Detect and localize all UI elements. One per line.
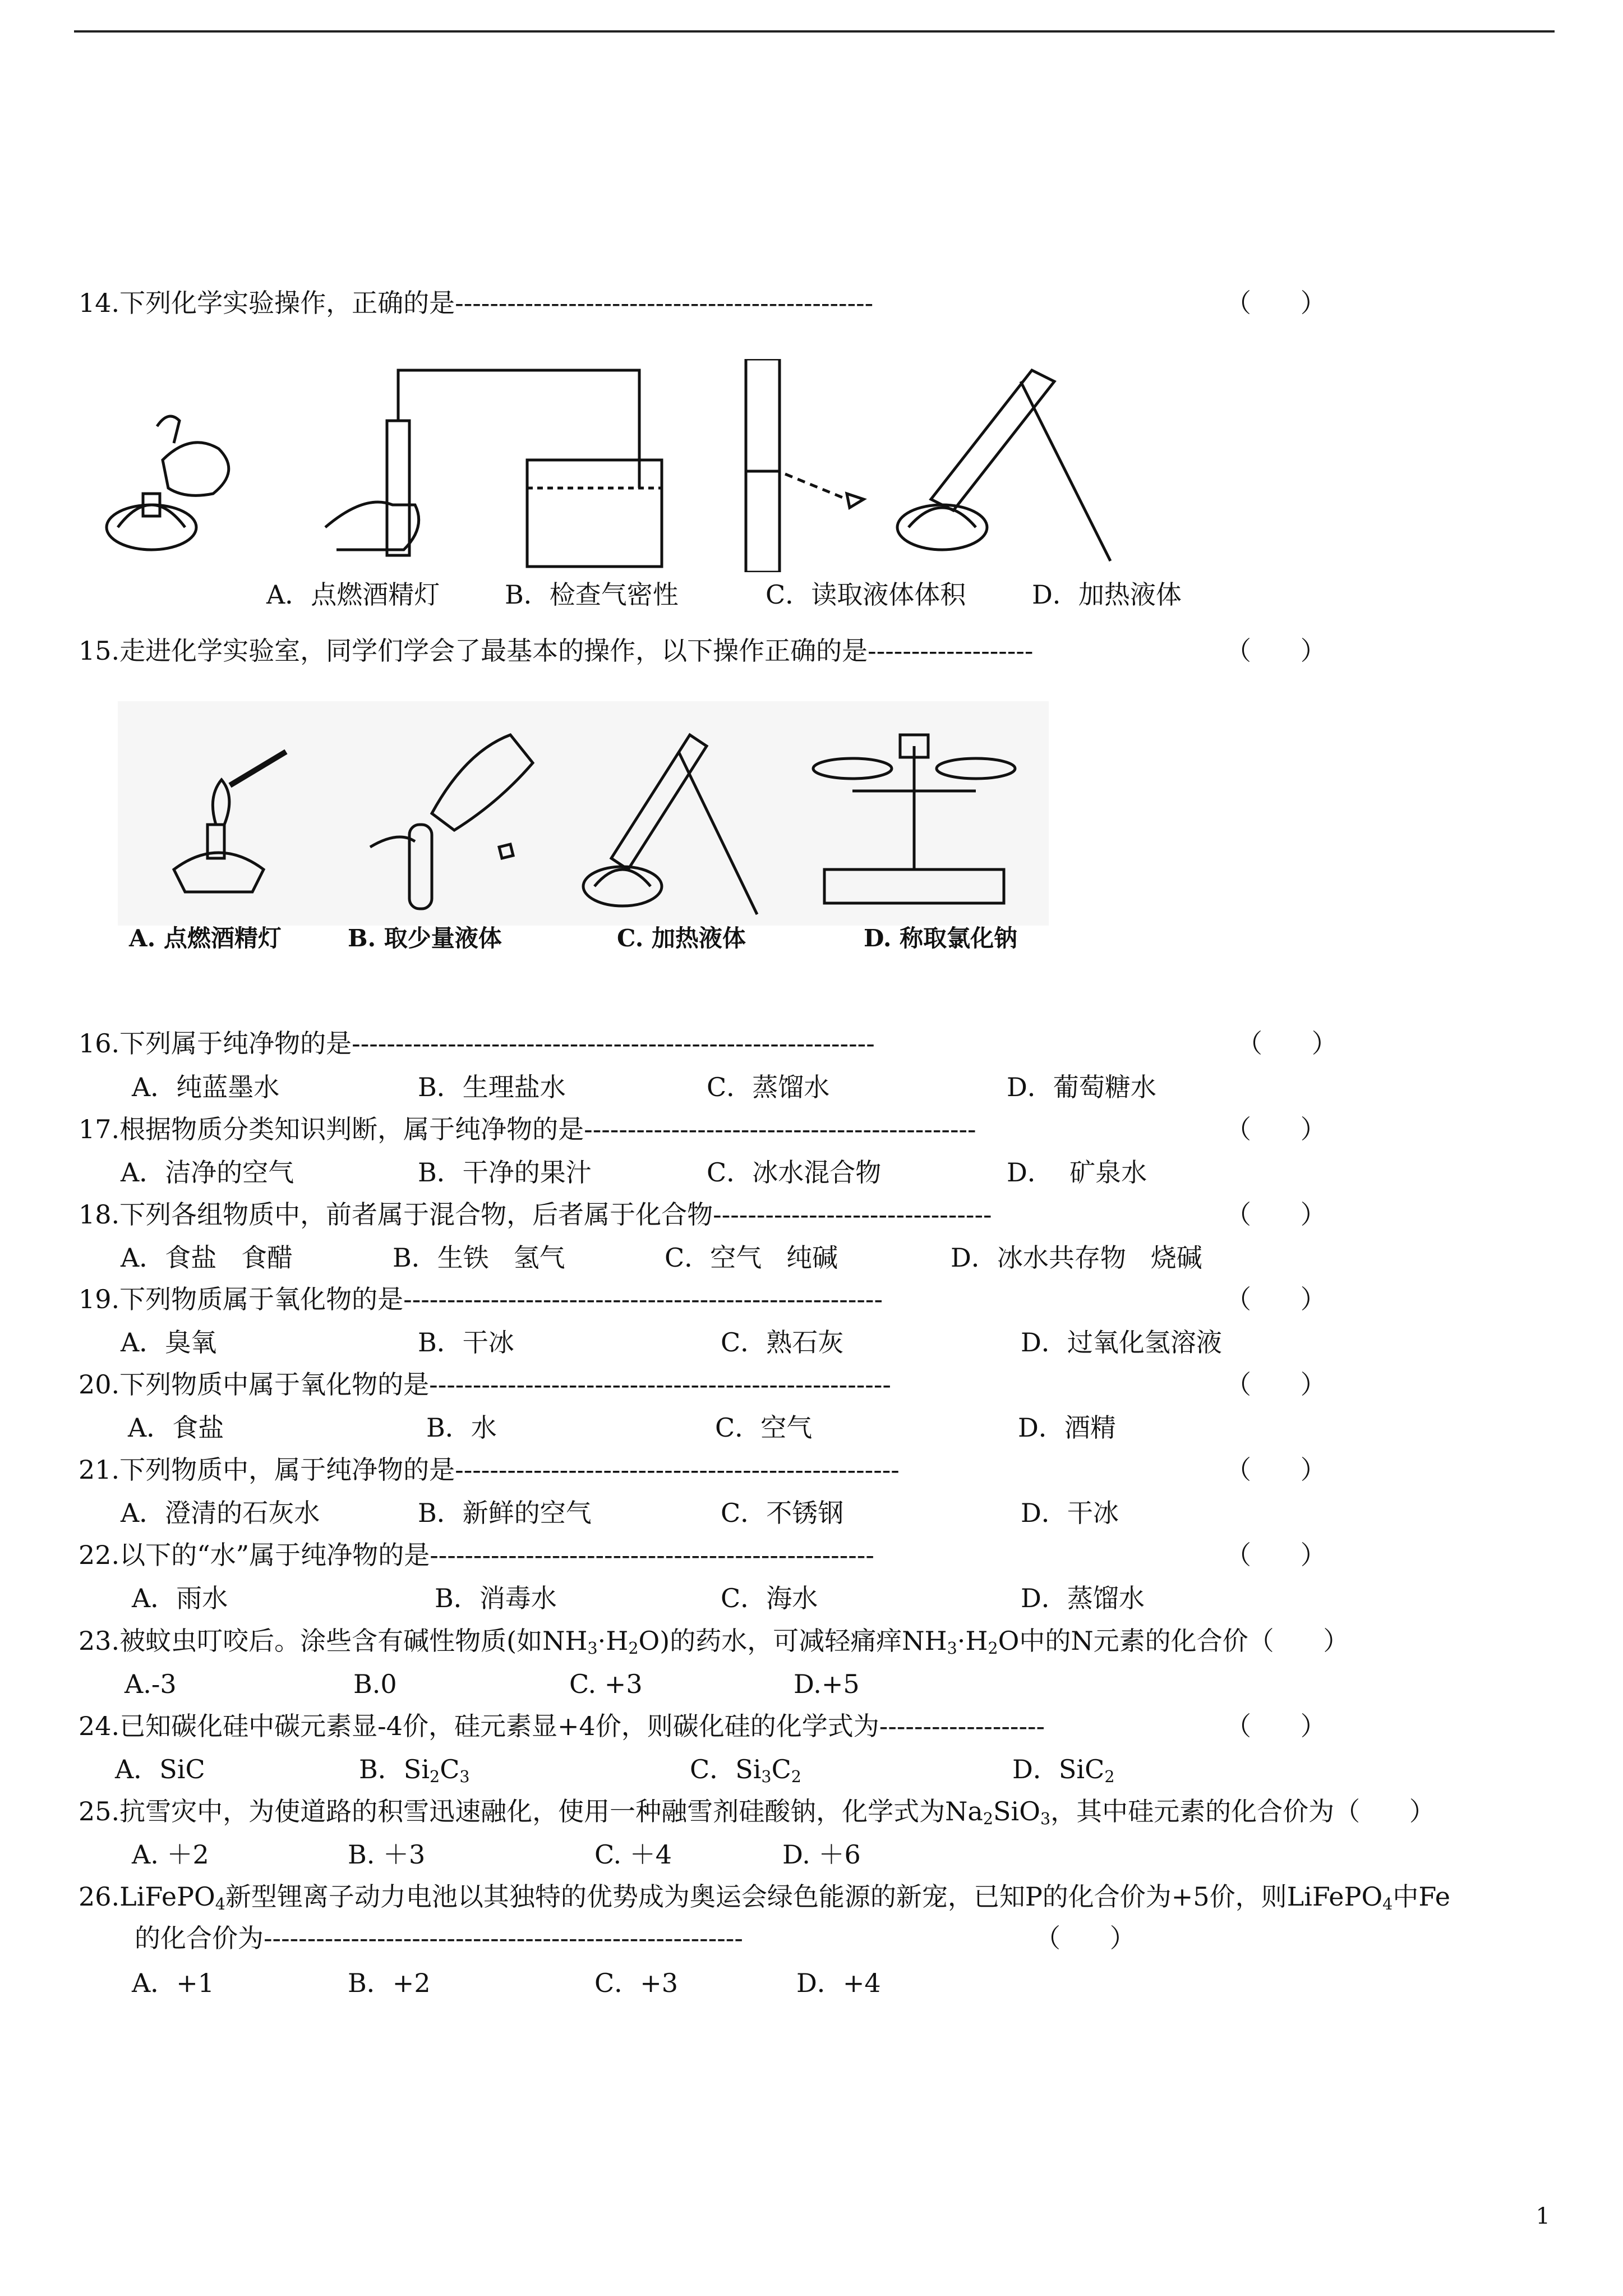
q20-option-c: C．空气 xyxy=(715,1412,813,1443)
q21-option-a: A．澄清的石灰水 xyxy=(121,1498,320,1528)
q26-answer-blank: （ ） xyxy=(1035,1923,1136,1953)
q17-answer-blank: （ ） xyxy=(1225,1114,1326,1144)
q25-option-a: A. ＋2 xyxy=(132,1839,209,1870)
q15-stem: 15.走进化学实验室，同学们学会了最基本的操作，以下操作正确的是------------------- xyxy=(79,636,1034,666)
q17-option-d: D． 矿泉水 xyxy=(1007,1157,1147,1188)
q24-option-c: C．$Si_3C_2$ xyxy=(690,1754,801,1787)
q21-stem: 21.下列物质中，属于纯净物的是--------------------------------------------------- xyxy=(79,1455,900,1485)
q20-option-a: A．食盐 xyxy=(128,1412,224,1443)
q14-apparatus-illustration xyxy=(101,359,1155,572)
q22-stem: 22.以下的“水”属于纯净物的是--------------------------------------------------- xyxy=(79,1540,874,1570)
q19-stem: 19.下列物质属于氧化物的是------------------------------------------------------- xyxy=(79,1284,883,1314)
q23-stem: 23.被蚊虫叮咬后。涂些含有碱性物质(如$NH_3\cdot H_2O$)的药水，可减轻痛痒$NH_3\cdot H_2O$中的N元素的化合价（ ） xyxy=(79,1626,1349,1658)
q14-answer-blank: （ ） xyxy=(1225,288,1326,318)
q23-option-a: A.-3 xyxy=(125,1669,177,1699)
q20-answer-blank: （ ） xyxy=(1225,1369,1326,1400)
q20-option-b: B．水 xyxy=(426,1412,497,1443)
q21-option-d: D．干冰 xyxy=(1021,1498,1119,1528)
q16-option-c: C．蒸馏水 xyxy=(707,1072,830,1102)
q21-option-c: C．不锈钢 xyxy=(721,1498,844,1528)
q17-option-c: C．冰水混合物 xyxy=(707,1157,882,1188)
q16-stem: 16.下列属于纯净物的是------------------------------------------------------------ xyxy=(79,1028,875,1059)
q26-option-d: D．+4 xyxy=(796,1968,881,1998)
q17-option-a: A．洁净的空气 xyxy=(121,1157,294,1188)
q22-option-d: D．蒸馏水 xyxy=(1021,1583,1145,1613)
q20-stem: 20.下列物质中属于氧化物的是----------------------------------------------------- xyxy=(79,1369,891,1400)
q26-option-b: B．+2 xyxy=(348,1968,431,1998)
q16-option-a: A．纯蓝墨水 xyxy=(132,1072,280,1102)
q22-option-a: A．雨水 xyxy=(132,1583,228,1613)
q14-option-b: B．检查气密性 xyxy=(505,579,679,610)
q14-option-c: C．读取液体体积 xyxy=(766,579,966,610)
q15-figure xyxy=(118,701,1049,926)
q18-stem: 18.下列各组物质中，前者属于混合物，后者属于化合物-------------------------------- xyxy=(79,1199,992,1230)
q17-stem: 17.根据物质分类知识判断，属于纯净物的是--------------------------------------------- xyxy=(79,1114,976,1144)
q26-option-c: C．+3 xyxy=(594,1968,679,1998)
q22-answer-blank: （ ） xyxy=(1225,1540,1326,1570)
q25-stem: 25.抗雪灾中，为使道路的积雪迅速融化，使用一种融雪剂硅酸钠，化学式为$Na_2SiO_3$，其中硅元素的化合价为（ ） xyxy=(79,1796,1435,1829)
q15-figure-label-c: C. 加热液体 xyxy=(617,924,746,952)
q21-answer-blank: （ ） xyxy=(1225,1455,1326,1485)
q18-option-a: A．食盐 食醋 xyxy=(121,1243,293,1273)
q18-option-d: D．冰水共存物 烧碱 xyxy=(951,1243,1202,1273)
q19-option-d: D．过氧化氢溶液 xyxy=(1021,1327,1222,1358)
q22-option-c: C．海水 xyxy=(721,1583,818,1613)
q14-option-d: D．加热液体 xyxy=(1032,579,1182,610)
q14-stem: 14.下列化学实验操作，正确的是------------------------------------------------ xyxy=(79,288,874,318)
header-rule xyxy=(74,30,1555,33)
q23-option-b: B.0 xyxy=(353,1669,397,1699)
page-number: 1 xyxy=(1536,2203,1550,2229)
q22-option-b: B．消毒水 xyxy=(435,1583,557,1613)
q25-option-b: B. ＋3 xyxy=(348,1839,426,1870)
q24-answer-blank: （ ） xyxy=(1225,1711,1326,1741)
q26-option-a: A．+1 xyxy=(132,1968,215,1998)
q19-option-a: A．臭氧 xyxy=(121,1327,217,1358)
q15-figure-label-a: A. 点燃酒精灯 xyxy=(129,924,282,952)
q26-stem-continued: 的化合价为------------------------------------------------------- xyxy=(135,1923,743,1953)
q24-option-d: D．SiC$_2$ xyxy=(1012,1754,1115,1787)
q15-figure-label-b: B. 取少量液体 xyxy=(348,924,502,952)
q18-option-c: C．空气 纯碱 xyxy=(665,1243,838,1273)
q16-option-d: D．葡萄糖水 xyxy=(1007,1072,1156,1102)
q18-option-b: B．生铁 氢气 xyxy=(393,1243,565,1273)
q17-option-b: B．干净的果汁 xyxy=(418,1157,592,1188)
q23-option-c: C. +3 xyxy=(569,1669,643,1699)
q19-option-c: C．熟石灰 xyxy=(721,1327,844,1358)
q15-figure-label-d: D. 称取氯化钠 xyxy=(864,924,1018,952)
q14-figure xyxy=(101,359,1155,572)
q24-stem: 24.已知碳化硅中碳元素显-4价，硅元素显+4价，则碳化硅的化学式为------------------- xyxy=(79,1711,1045,1741)
q16-answer-blank: （ ） xyxy=(1237,1028,1338,1059)
q19-option-b: B．干冰 xyxy=(418,1327,514,1358)
q14-option-a: A．点燃酒精灯 xyxy=(266,579,440,610)
q24-option-a: A．SiC xyxy=(115,1754,205,1784)
q23-option-d: D.+5 xyxy=(794,1669,860,1699)
q19-answer-blank: （ ） xyxy=(1225,1284,1326,1314)
q15-answer-blank: （ ） xyxy=(1225,636,1326,666)
q18-answer-blank: （ ） xyxy=(1225,1199,1326,1230)
q16-option-b: B．生理盐水 xyxy=(418,1072,566,1102)
q25-option-d: D. ＋6 xyxy=(782,1839,861,1870)
q15-apparatus-illustration xyxy=(118,701,1049,926)
q25-option-c: C. ＋4 xyxy=(594,1839,672,1870)
q24-option-b: B．$Si_2C_3$ xyxy=(359,1754,470,1787)
q26-stem: 26.LiFePO$_4$新型锂离子动力电池以其独特的优势成为奥运会绿色能源的新宠，已知P的化合价为+5价，则LiFePO$_4$中Fe xyxy=(79,1881,1450,1914)
q21-option-b: B．新鲜的空气 xyxy=(418,1498,592,1528)
q20-option-d: D．酒精 xyxy=(1018,1412,1116,1443)
